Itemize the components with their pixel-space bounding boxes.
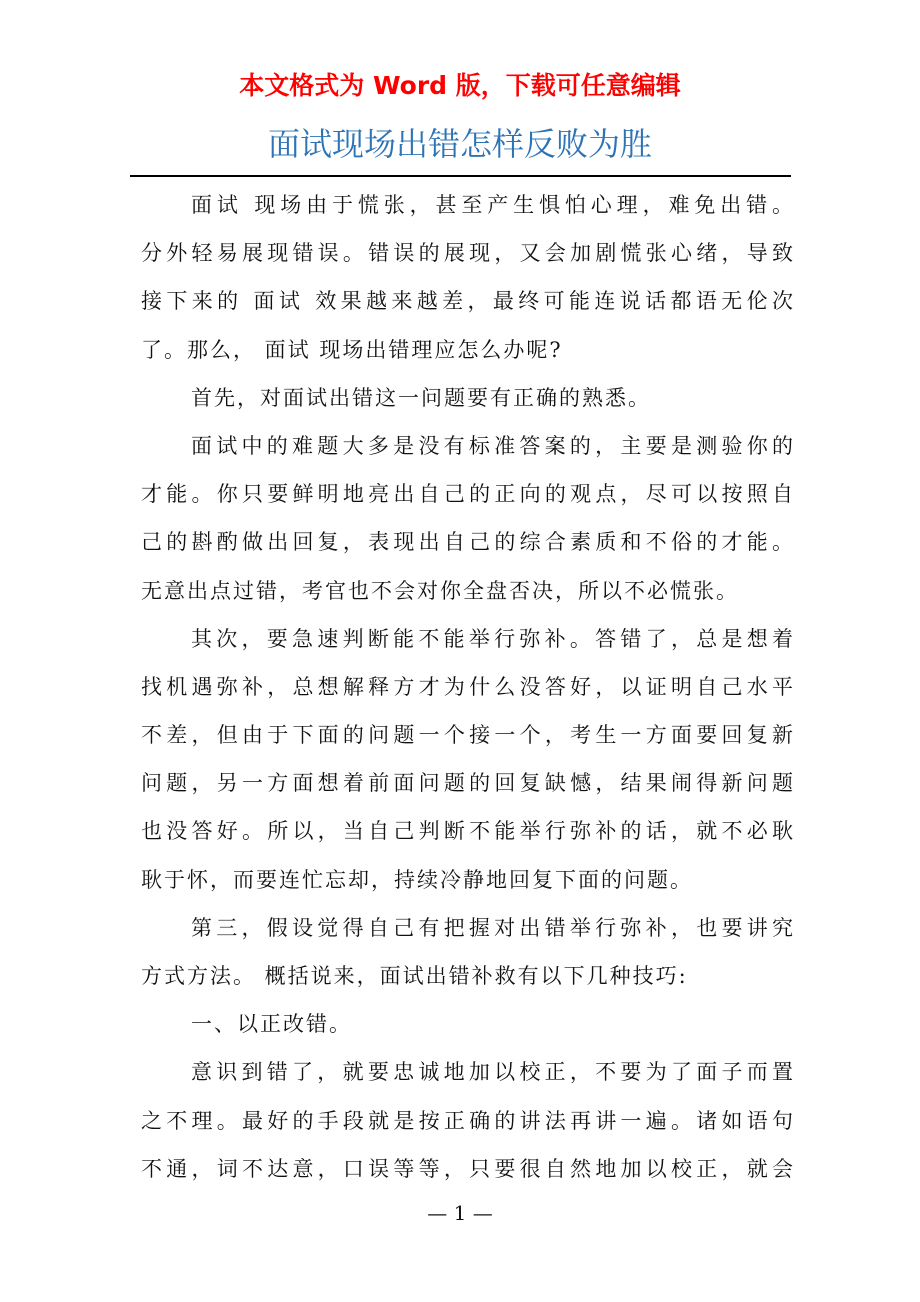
paragraph xyxy=(141,181,795,374)
text-line: 接下来的 面试 效果越来越差，最终可能连说话都语无伦次 xyxy=(141,289,795,314)
editable-notice-banner: 本文格式为 Word 版，下载可任意编辑 xyxy=(239,71,681,100)
title-divider xyxy=(130,175,791,177)
text-line: 耿于怀，而要连忙忘却，持续冷静地回复下面的问题。 xyxy=(141,867,693,892)
text-line: 了。那么， 面试 现场出错理应怎么办呢? xyxy=(141,337,563,362)
text-line: 意识到错了，就要忠诚地加以校正，不要为了面子而置 xyxy=(191,1060,795,1085)
text-line: 找机遇弥补，总想解释方才为什么没答好，以证明自己水平 xyxy=(141,674,795,699)
text-line: 其次，要急速判断能不能举行弥补。答错了，总是想着 xyxy=(191,626,795,651)
text-line: 己的斟酌做出回复，表现出自己的综合素质和不俗的才能。 xyxy=(141,530,795,555)
text-line: 第三，假设觉得自己有把握对出错举行弥补，也要讲究 xyxy=(191,915,795,940)
paragraph xyxy=(141,422,795,615)
text-line: 一、以正改错。 xyxy=(191,1012,352,1037)
text-line: 问题，另一方面想着前面问题的回复缺憾，结果闹得新问题 xyxy=(141,771,795,796)
text-line: 分外轻易展现错误。错误的展现，又会加剧慌张心绪，导致 xyxy=(141,241,795,266)
page-number: — 1 — xyxy=(427,1201,493,1225)
paragraph xyxy=(141,1048,795,1193)
text-line: 面试 现场由于慌张，甚至产生惧怕心理，难免出错。 xyxy=(191,193,795,217)
paragraph xyxy=(141,615,795,904)
paragraph xyxy=(141,1000,795,1048)
text-line: 无意出点过错，考官也不会对你全盘否决，所以不必慌张。 xyxy=(141,578,739,603)
paragraph xyxy=(141,374,795,422)
text-line: 面试中的难题大多是没有标准答案的，主要是测验你的 xyxy=(191,433,795,458)
paragraph xyxy=(141,904,795,1000)
text-line: 方式方法。 概括说来，面试出错补救有以下几种技巧: xyxy=(141,964,688,988)
text-line: 也没答好。所以，当自己判断不能举行弥补的话，就不必耿 xyxy=(141,819,795,844)
text-line: 不差，但由于下面的问题一个接一个，考生一方面要回复新 xyxy=(141,723,795,748)
text-line: 才能。你只要鲜明地亮出自己的正向的观点，尽可以按照自 xyxy=(141,482,795,507)
document-body xyxy=(141,181,795,1193)
text-line: 不通，词不达意，口误等等，只要很自然地加以校正，就会 xyxy=(141,1156,795,1181)
document-title: 面试现场出错怎样反败为胜 xyxy=(267,125,652,163)
text-line: 首先，对面试出错这一问题要有正确的熟悉。 xyxy=(191,385,651,410)
text-line: 之不理。最好的手段就是按正确的讲法再讲一遍。诸如语句 xyxy=(141,1108,795,1133)
